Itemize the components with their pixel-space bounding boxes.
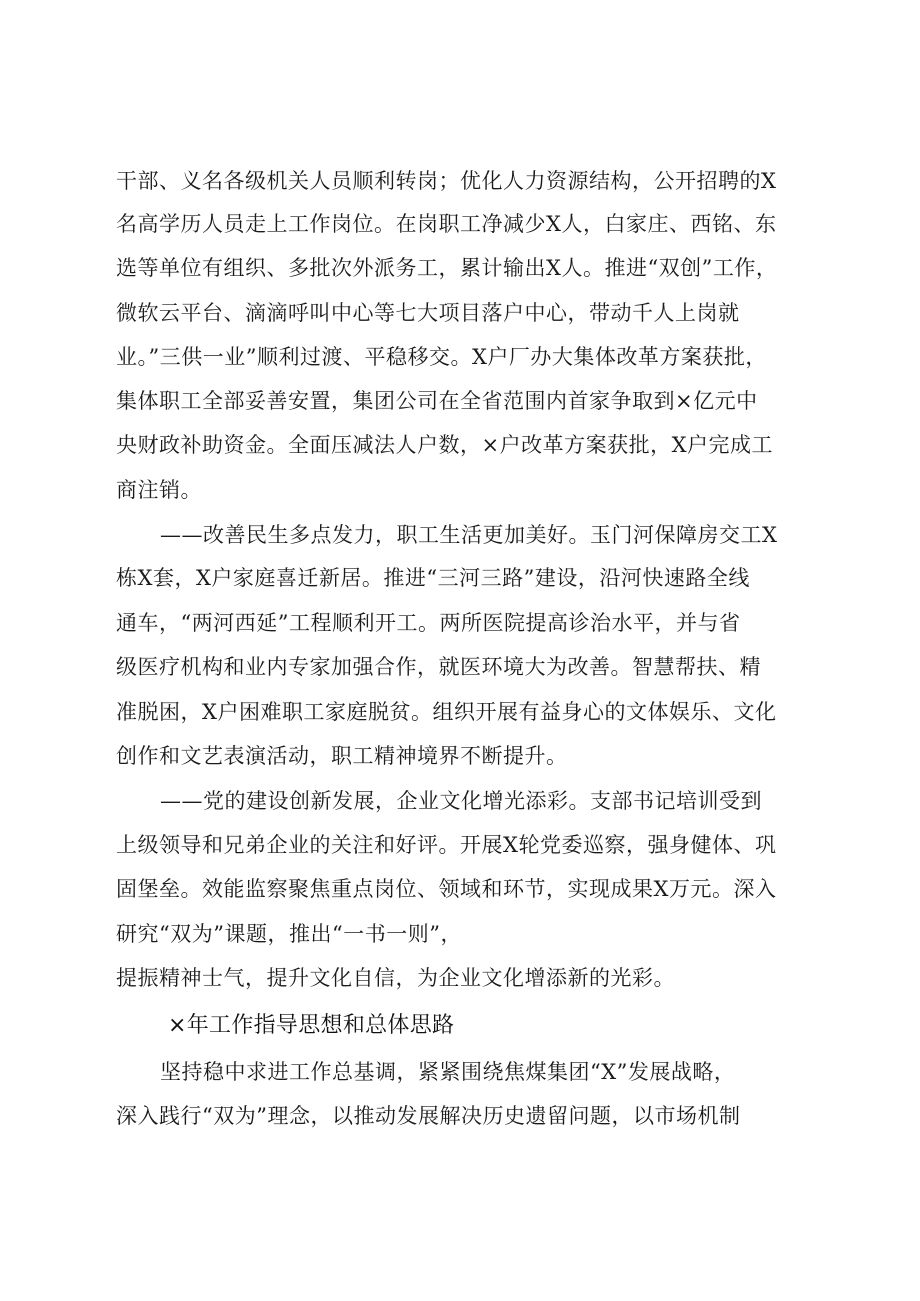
paragraph-1-line-8: 商注销。 [116, 478, 202, 502]
paragraph-3-line-3: 固堡垒。效能监察聚焦重点岗位、领域和环节，实现成果X万元。深入 [116, 877, 777, 901]
paragraph-3-line-5: 提振精神士气，提升文化自信，为企业文化增添新的光彩。 [116, 966, 675, 990]
paragraph-1-line-7: 央财政补助资金。全面压减法人户数，×户改革方案获批，X户完成工 [116, 433, 774, 457]
paragraph-1-line-5: 业。”三供一业”顺利过渡、平稳移交。X户厂办大集体改革方案获批， [116, 345, 767, 369]
paragraph-2-line-3: 通车，“两河西延”工程顺利开工。两所医院提高诊治水平，并与省 [116, 611, 741, 635]
paragraph-2-line-1: ——改善民生多点发力，职工生活更加美好。玉门河保障房交工X [160, 523, 778, 547]
paragraph-2-line-5: 准脱困，X户困难职工家庭脱贫。组织开展有益身心的文体娱乐、文化 [116, 700, 777, 724]
paragraph-1-line-4: 微软云平台、滴滴呼叫中心等七大项目落户中心，带动千人上岗就 [116, 301, 740, 325]
paragraph-1-line-3: 选等单位有组织、多批次外派务工，累计输出X人。推进“双创”工作， [116, 256, 778, 280]
paragraph-2-line-4: 级医疗机构和业内专家加强合作，就医环境大为改善。智慧帮扶、精 [116, 655, 761, 679]
paragraph-4-line-2: 深入践行“双为”理念，以推动发展解决历史遗留问题，以市场机制 [116, 1104, 741, 1128]
paragraph-1-line-2: 名高学历人员走上工作岗位。在岗职工净减少X人，白家庄、西铭、东 [116, 212, 777, 236]
paragraph-4-line-1: 坚持稳中求进工作总基调，紧紧围绕焦煤集团“X”发展战略， [160, 1060, 736, 1084]
paragraph-1-line-1: 干部、义名各级机关人员顺利转岗；优化人力资源结构，公开招聘的X [116, 169, 777, 193]
paragraph-3-line-1: ——党的建设创新发展，企业文化增光添彩。支部书记培训受到 [160, 789, 762, 813]
section-heading: ×年工作指导思想和总体思路 [168, 1013, 455, 1038]
paragraph-3-line-2: 上级领导和兄弟企业的关注和好评。开展X轮党委巡察，强身健体、巩 [116, 833, 777, 857]
paragraph-1-line-6: 集体职工全部妥善安置，集团公司在全省范围内首家争取到×亿元中 [116, 389, 758, 413]
paragraph-3-line-4: 研究“双为”课题，推出“一书一则”， [116, 922, 462, 946]
paragraph-2-line-2: 栋X套，X户家庭喜迁新居。推进“三河三路”建设，沿河快速路全线 [116, 566, 750, 590]
paragraph-2-line-6: 创作和文艺表演活动，职工精神境界不断提升。 [116, 744, 568, 768]
